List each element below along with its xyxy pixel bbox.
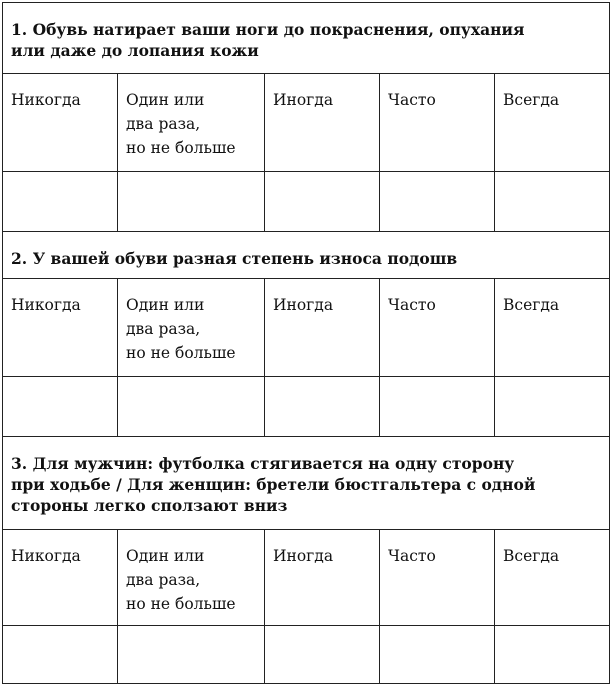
questionnaire-table [2, 2, 610, 684]
answer-cell-sometimes[interactable] [265, 377, 380, 437]
answer-cell-once-or-twice[interactable] [118, 172, 265, 232]
options-row [3, 530, 610, 626]
option-sometimes: Иногда [265, 279, 380, 377]
answer-cell-never[interactable] [3, 172, 118, 232]
answer-cell-often[interactable] [380, 626, 495, 684]
question-row [3, 232, 610, 279]
answer-cell-often[interactable] [380, 377, 495, 437]
answer-cell-once-or-twice[interactable] [118, 626, 265, 684]
option-often: Часто [380, 74, 495, 172]
option-sometimes: Иногда [265, 530, 380, 626]
answer-cell-always[interactable] [495, 377, 610, 437]
question-row [3, 3, 610, 74]
question-row [3, 437, 610, 530]
option-never: Никогда [3, 74, 118, 172]
options-row [3, 279, 610, 377]
option-once-or-twice: Один или два раза, но не больше [118, 530, 265, 626]
option-often: Часто [380, 530, 495, 626]
question-title: 2. У вашей обуви разная степень износа подошв [3, 232, 610, 279]
option-once-or-twice: Один или два раза, но не больше [118, 74, 265, 172]
answer-cell-sometimes[interactable] [265, 626, 380, 684]
answer-cell-once-or-twice[interactable] [118, 377, 265, 437]
option-always: Всегда [495, 279, 610, 377]
option-once-or-twice: Один или два раза, но не больше [118, 279, 265, 377]
answer-row [3, 626, 610, 684]
option-always: Всегда [495, 74, 610, 172]
answer-cell-always[interactable] [495, 172, 610, 232]
answer-cell-sometimes[interactable] [265, 172, 380, 232]
option-never: Никогда [3, 279, 118, 377]
answer-row [3, 172, 610, 232]
answer-cell-never[interactable] [3, 377, 118, 437]
option-never: Никогда [3, 530, 118, 626]
answer-row [3, 377, 610, 437]
answer-cell-often[interactable] [380, 172, 495, 232]
option-always: Всегда [495, 530, 610, 626]
answer-cell-always[interactable] [495, 626, 610, 684]
question-title: 3. Для мужчин: футболка стягивается на одну сторону при ходьбе / Для женщин: бретели бюстгальтера с одной стороны легко сползают вниз [3, 437, 610, 530]
question-title: 1. Обувь натирает ваши ноги до покраснения, опухания или даже до лопания кожи [3, 3, 610, 74]
option-sometimes: Иногда [265, 74, 380, 172]
options-row [3, 74, 610, 172]
answer-cell-never[interactable] [3, 626, 118, 684]
option-often: Часто [380, 279, 495, 377]
